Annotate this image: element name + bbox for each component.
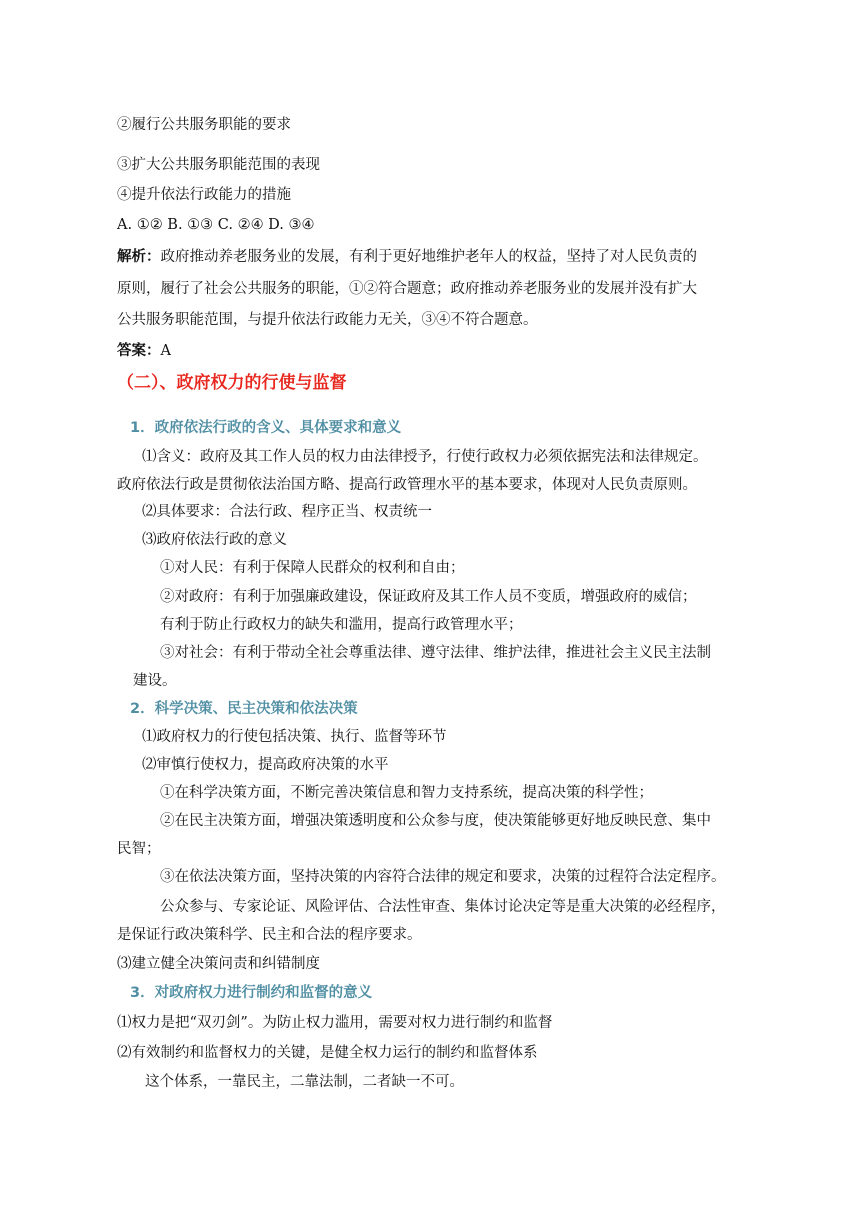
sub1-line: ③对社会：有利于带动全社会尊重法律、遵守法律、维护法律，推进社会主义民主法制 (160, 645, 711, 661)
sub2-line: ①在科学决策方面，不断完善决策信息和智力支持系统，提高决策的科学性； (160, 785, 653, 801)
sub3-title: 3．对政府权力进行制约和监督的意义 (130, 985, 373, 1001)
sub3-line: ⑴权力是把“双刃剑”。为防止权力滥用，需要对权力进行制约和监督 (117, 1015, 553, 1031)
sub2-line: 公众参与、专家论证、风险评估、合法性审查、集体讨论决定等是重大决策的必经程序， (160, 899, 726, 915)
analysis-text: 政府推动养老服务业的发展，有利于更好地维护老年人的权益，坚持了对人民负责的 (160, 249, 697, 265)
sub1-line: ⑶政府依法行政的意义 (142, 532, 287, 548)
sub2-line: ②在民主决策方面，增强决策透明度和公众参与度，使决策能够更好地反映民意、集中 (160, 813, 711, 829)
sub1-line: 有利于防止行政权力的缺失和滥用，提高行政管理水平； (160, 617, 523, 633)
option-2: ②履行公共服务职能的要求 (117, 117, 291, 133)
sub3-line: 这个体系，一靠民主，二靠法制，二者缺一不可。 (145, 1074, 464, 1090)
sub3-line: ⑵有效制约和监督权力的关键，是健全权力运行的制约和监督体系 (117, 1045, 538, 1061)
analysis-line-2: 原则，履行了社会公共服务的职能，①②符合题意；政府推动养老服务业的发展并没有扩大 (117, 281, 697, 297)
option-3: ③扩大公共服务职能范围的表现 (117, 157, 320, 173)
sub1-line: ①对人民：有利于保障人民群众的权利和自由； (160, 560, 465, 576)
answer-choices: A. ①② B. ①③ C. ②④ D. ③④ (117, 217, 315, 233)
sub2-line: ⑵审慎行使权力，提高政府决策的水平 (142, 757, 389, 773)
sub2-line: ⑴政府权力的行使包括决策、执行、监督等环节 (142, 729, 447, 745)
sub1-line: 建设。 (133, 673, 177, 689)
answer-label: 答案： (117, 342, 161, 359)
section-title: （二）、政府权力的行使与监督 (117, 373, 347, 393)
sub1-line: 政府依法行政是贯彻依法治国方略、提高行政管理水平的基本要求，体现对人民负责原则。 (117, 477, 697, 493)
sub1-line: ⑴含义：政府及其工作人员的权力由法律授予，行使行政权力必须依据宪法和法律规定。 (142, 449, 708, 465)
analysis-label: 解析： (117, 248, 161, 265)
sub2-line: 是保证行政决策科学、民主和合法的程序要求。 (117, 927, 422, 943)
analysis-line-1 (117, 247, 697, 267)
sub1-line: ⑵具体要求：合法行政、程序正当、权责统一 (142, 504, 432, 520)
sub2-title: 2．科学决策、民主决策和依法决策 (130, 701, 358, 717)
sub2-line: 民智； (117, 841, 161, 857)
option-4: ④提升依法行政能力的措施 (117, 187, 291, 203)
sub1-line: ②对政府：有利于加强廉政建设，保证政府及其工作人员不变质，增强政府的威信； (160, 589, 697, 605)
sub2-line: ⑶建立健全决策问责和纠错制度 (117, 956, 320, 972)
answer-line (117, 341, 171, 361)
analysis-line-3: 公共服务职能范围，与提升依法行政能力无关，③④不符合题意。 (117, 312, 538, 328)
answer-value: A (160, 343, 171, 359)
sub1-title: 1．政府依法行政的含义、具体要求和意义 (130, 420, 402, 436)
sub2-line: ③在依法决策方面，坚持决策的内容符合法律的规定和要求，决策的过程符合法定程序。 (160, 869, 726, 885)
